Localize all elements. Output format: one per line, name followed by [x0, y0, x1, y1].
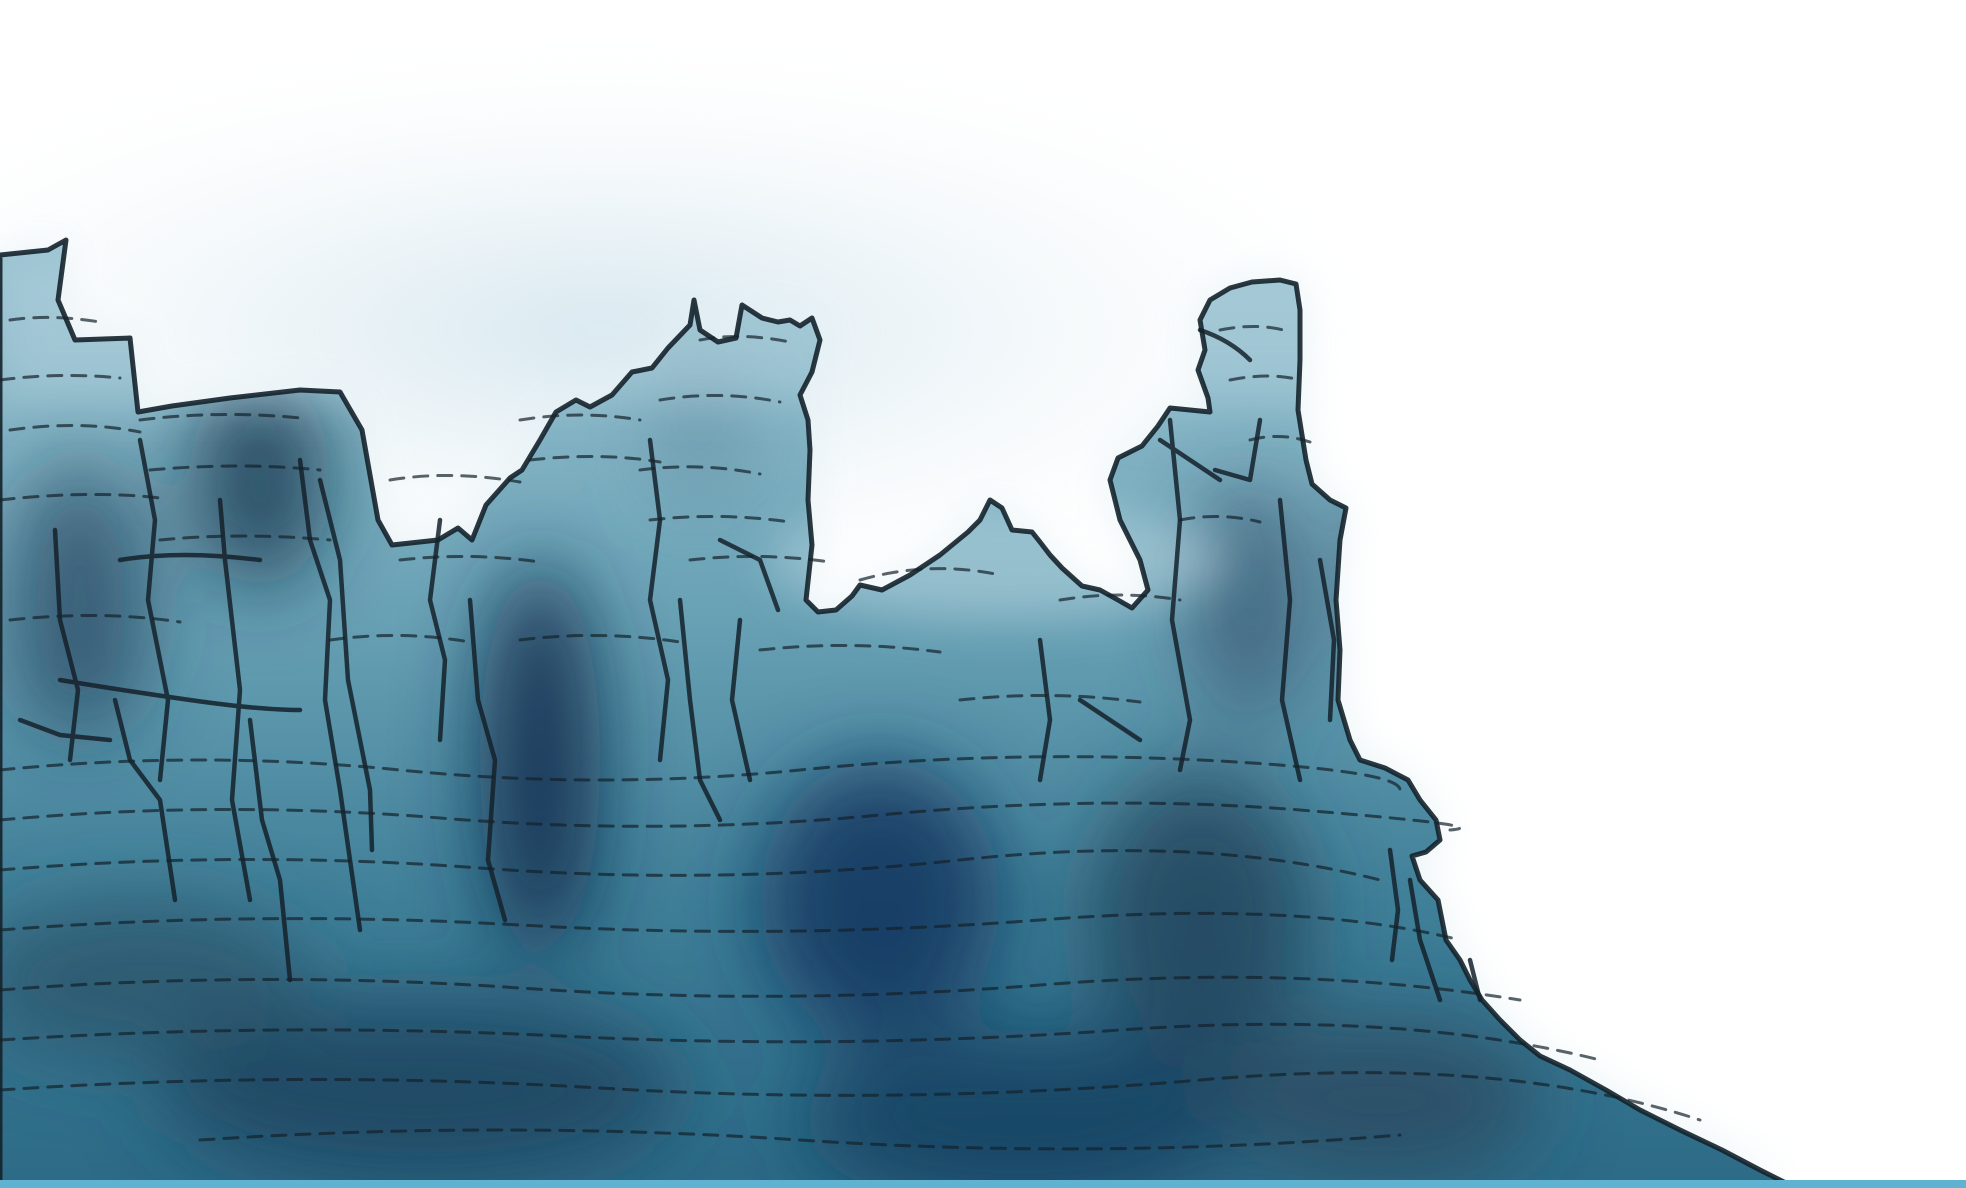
bottom-band — [0, 1180, 1966, 1188]
